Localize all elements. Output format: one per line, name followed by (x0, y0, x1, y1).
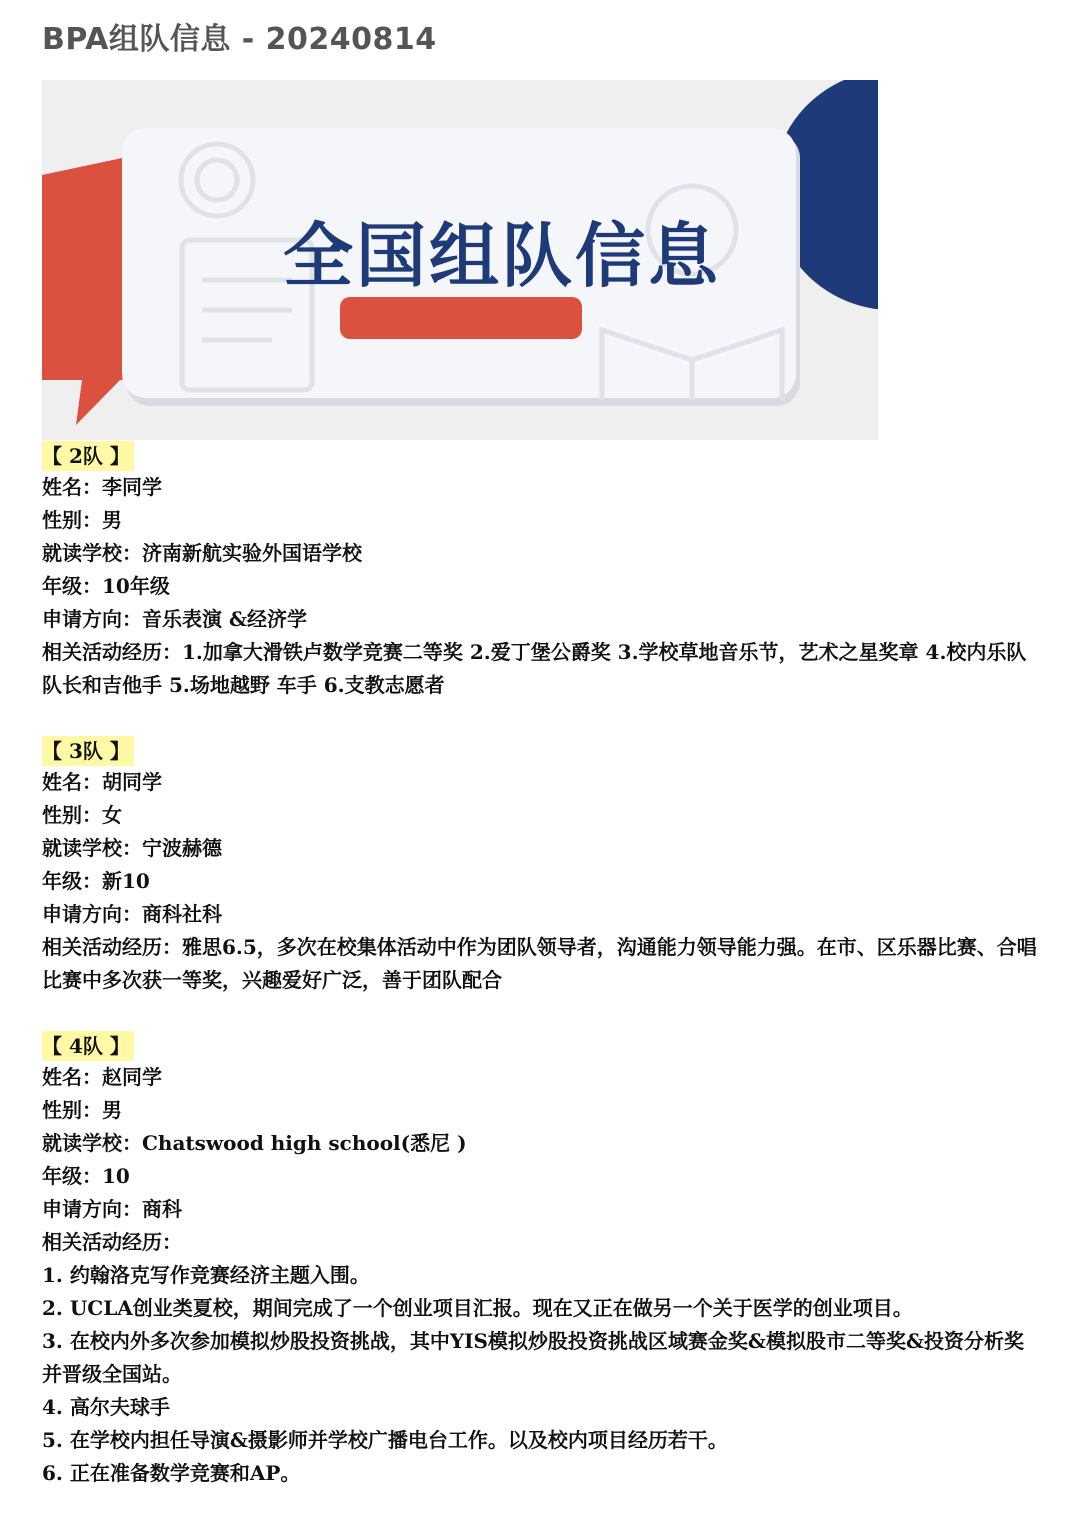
gender-label: 性别： (42, 508, 102, 532)
activity-item: 2. UCLA创业类夏校，期间完成了一个创业项目汇报。现在又正在做另一个关于医学的创业项目。 (42, 1296, 913, 1320)
activities-label: 相关活动经历： (42, 1230, 182, 1254)
school-row (42, 832, 1042, 865)
activity-item: 6. 正在准备数学竞赛和AP。 (42, 1461, 301, 1485)
page-title: BPA组队信息 - 20240814 (42, 22, 437, 57)
activities-row (42, 931, 1042, 997)
activities-value: 1.加拿大滑铁卢数学竞赛二等奖 2.爱丁堡公爵奖 3.学校草地音乐节，艺术之星奖章 4.校内乐队 队长和吉他手 5.场地越野 车手 6.支教志愿者 (42, 640, 1027, 697)
team-list (42, 441, 1042, 1524)
name-row (42, 1061, 1042, 1094)
grade-label: 年级： (42, 574, 102, 598)
school-value: Chatswood high school(悉尼 ) (142, 1131, 467, 1155)
team-card (42, 1031, 1042, 1490)
name-label: 姓名： (42, 1065, 102, 1089)
name-label: 姓名： (42, 475, 102, 499)
gender-value: 男 (102, 508, 122, 532)
name-value: 胡同学 (102, 770, 162, 794)
activities-value: 雅思6.5，多次在校集体活动中作为团队领导者，沟通能力领导能力强。在市、区乐器比赛、合唱比赛中多次获一等奖，兴趣爱好广泛，善于团队配合 (42, 935, 1037, 992)
school-value: 宁波赫德 (142, 836, 222, 860)
school-label: 就读学校： (42, 1131, 142, 1155)
gender-value: 女 (102, 803, 122, 827)
grade-label: 年级： (42, 869, 102, 893)
banner-title: 全国组队信息 (283, 215, 721, 297)
name-value: 赵同学 (102, 1065, 162, 1089)
gender-value: 男 (102, 1098, 122, 1122)
school-row (42, 1127, 1042, 1160)
name-value: 李同学 (102, 475, 162, 499)
grade-value: 新10 (102, 869, 150, 893)
team-tag: 【 3队 】 (42, 736, 134, 766)
school-value: 济南新航实验外国语学校 (142, 541, 362, 565)
grade-label: 年级： (42, 1164, 102, 1188)
direction-value: 商科 (142, 1197, 182, 1221)
activity-item: 1. 约翰洛克写作竞赛经济主题入围。 (42, 1263, 370, 1287)
gender-row (42, 1094, 1042, 1127)
direction-row (42, 603, 1042, 636)
direction-label: 申请方向： (42, 902, 142, 926)
name-row (42, 471, 1042, 504)
gender-row (42, 504, 1042, 537)
direction-value: 音乐表演 &经济学 (142, 607, 308, 631)
direction-label: 申请方向： (42, 607, 142, 631)
red-bar-shape (340, 297, 582, 339)
gender-label: 性别： (42, 803, 102, 827)
direction-value: 商科社科 (142, 902, 222, 926)
school-label: 就读学校： (42, 836, 142, 860)
name-row (42, 766, 1042, 799)
direction-label: 申请方向： (42, 1197, 142, 1221)
activities-label: 相关活动经历： (42, 640, 182, 664)
school-label: 就读学校： (42, 541, 142, 565)
direction-row (42, 898, 1042, 931)
activity-item: 5. 在学校内担任导演&摄影师并学校广播电台工作。以及校内项目经历若干。 (42, 1428, 728, 1452)
gender-label: 性别： (42, 1098, 102, 1122)
grade-value: 10年级 (102, 574, 170, 598)
direction-row (42, 1193, 1042, 1226)
activity-item: 4. 高尔夫球手 (42, 1395, 170, 1419)
name-label: 姓名： (42, 770, 102, 794)
banner-image (42, 80, 878, 440)
activity-item: 3. 在校内外多次参加模拟炒股投资挑战，其中YIS模拟炒股投资挑战区域赛金奖&模拟股市二等奖&投资分析奖并晋级全国站。 (42, 1329, 1025, 1386)
activities-label: 相关活动经历： (42, 935, 182, 959)
grade-row (42, 1160, 1042, 1193)
grade-row (42, 865, 1042, 898)
grade-value: 10 (102, 1164, 130, 1188)
activities-row (42, 1226, 1042, 1259)
team-tag: 【 2队 】 (42, 441, 134, 471)
activities-row (42, 636, 1042, 702)
team-card (42, 736, 1042, 997)
team-tag: 【 4队 】 (42, 1031, 134, 1061)
school-row (42, 537, 1042, 570)
team-card (42, 441, 1042, 702)
gender-row (42, 799, 1042, 832)
grade-row (42, 570, 1042, 603)
